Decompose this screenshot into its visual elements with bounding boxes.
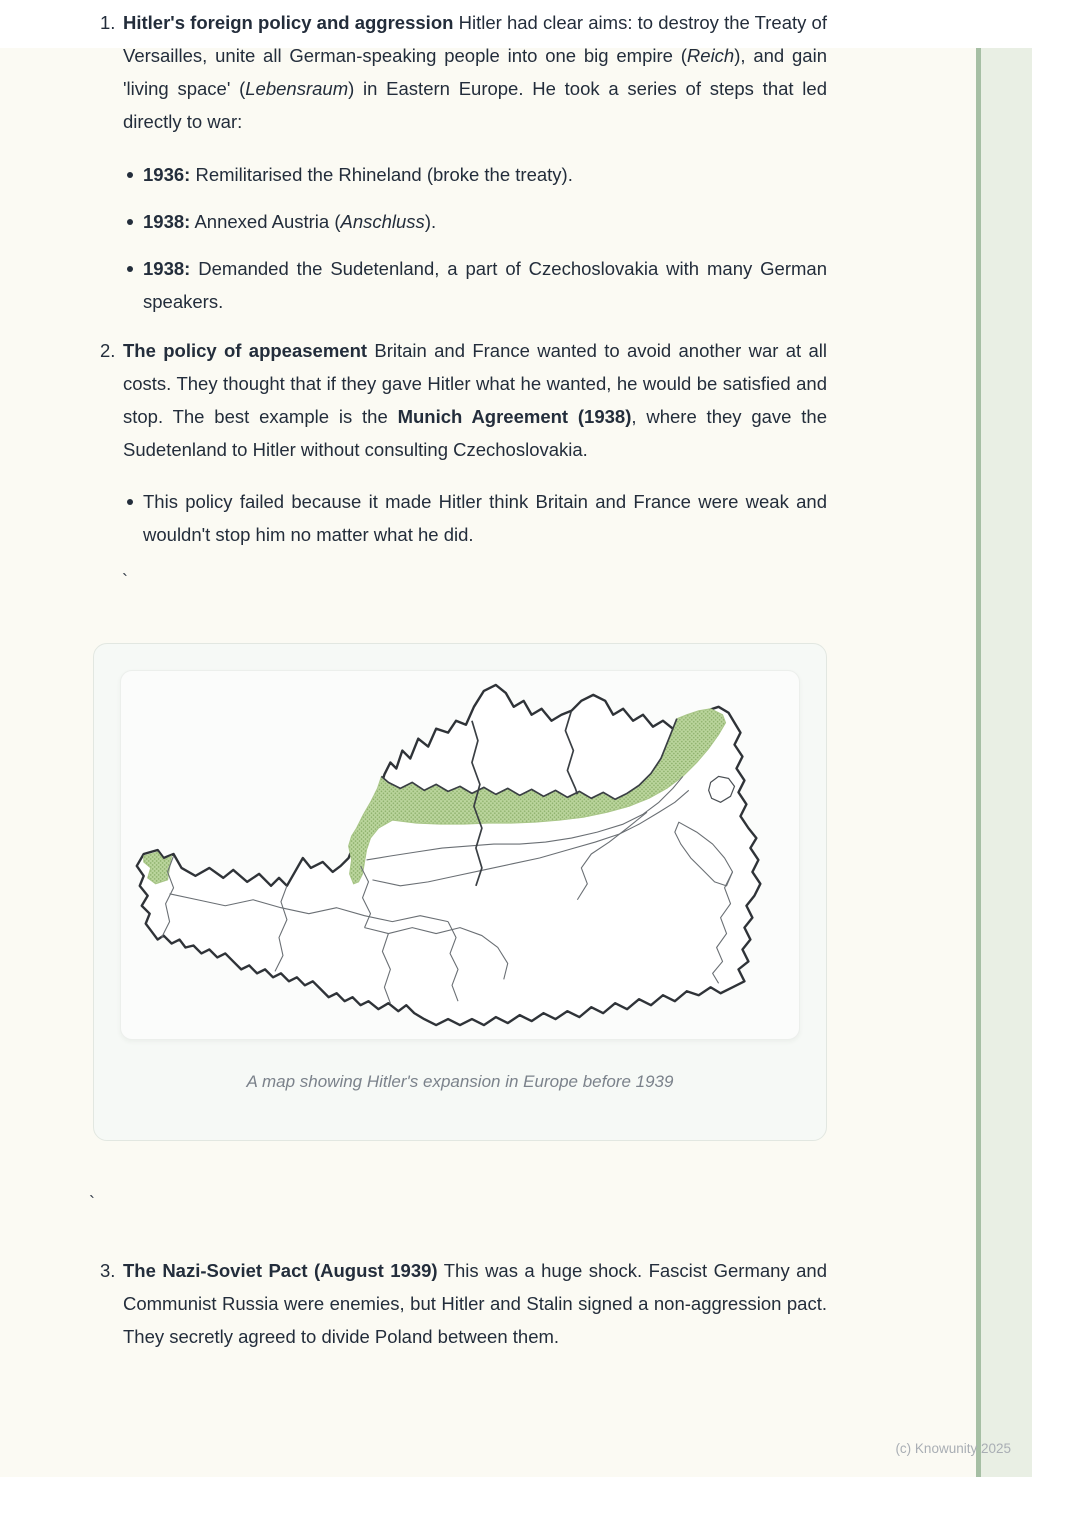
text-segment: Remilitarised the Rhineland (broke the treaty). [190, 164, 573, 185]
text-segment: Anschluss [340, 211, 425, 232]
text-segment: ). [424, 211, 437, 232]
text-segment: Britain and France wanted to avoid another war at all costs. They thought that if they gave Hitler what he wanted, he would be satisfied and stop. The best example is the [123, 340, 827, 427]
austria-map [121, 671, 799, 1039]
text-segment: Lebensraum [245, 78, 349, 99]
list-item [126, 485, 827, 551]
map-image-card [120, 670, 800, 1040]
text-segment: The Nazi-Soviet Pact (August 1939) [123, 1260, 438, 1281]
list-item [126, 252, 827, 318]
list-number: 1. [100, 12, 116, 33]
bullet-text [143, 252, 827, 318]
list-number: 2. [100, 340, 116, 361]
bullet-icon [127, 219, 133, 225]
list-item-2 [100, 334, 827, 466]
right-accent-strip [976, 48, 1032, 1477]
watermark: (c) Knowunity 2025 [895, 1441, 1011, 1456]
bullet-list-2 [100, 485, 827, 551]
list-item-1 [100, 6, 827, 138]
text-segment: ), and gain 'living space' ( [123, 45, 827, 99]
bullet-text [143, 205, 827, 238]
stray-backtick: ` [89, 1193, 95, 1213]
bullet-icon [127, 172, 133, 178]
country-outline [137, 685, 761, 1025]
bullet-text [143, 485, 827, 551]
text-segment: Reich [686, 45, 735, 66]
bullet-text [143, 158, 827, 191]
text-segment: Munich Agreement (1938) [397, 406, 632, 427]
text-segment: This was a huge shock. Fascist Germany and Communist Russia were enemies, but Hitler and Stalin signed a non-aggression pact. They secretly agreed to divide Poland between them. [123, 1260, 827, 1347]
text-segment: , where they gave the Sudetenland to Hitler without consulting Czechoslovakia. [123, 406, 828, 460]
list-item [126, 158, 827, 191]
document-content [89, 6, 828, 1353]
text-segment: This policy failed because it made Hitler think Britain and France were weak and wouldn't stop him no matter what he did. [143, 491, 827, 545]
text-segment: 1938: [143, 258, 191, 279]
text-segment: Hitler had clear aims: to destroy the Treaty of Versailles, unite all German-speaking people into one big empire ( [123, 12, 827, 66]
stray-backtick: ` [122, 571, 128, 591]
text-segment: The policy of appeasement [123, 340, 368, 361]
list-item [126, 205, 827, 238]
paragraph-text [123, 6, 827, 138]
paragraph-text [123, 1254, 827, 1353]
list-item-3 [100, 1254, 827, 1353]
figure-card [93, 643, 827, 1141]
bullet-list-1 [100, 158, 827, 318]
bullet-icon [127, 266, 133, 272]
text-segment: Hitler's foreign policy and aggression [123, 12, 454, 33]
figure-caption: A map showing Hitler's expansion in Europe before 1939 [246, 1072, 674, 1091]
paragraph-text [123, 334, 827, 466]
text-segment: 1936: [143, 164, 191, 185]
text-segment: Demanded the Sudetenland, a part of Czechoslovakia with many German speakers. [143, 258, 827, 312]
bullet-icon [127, 499, 133, 505]
text-segment: 1938: [143, 211, 191, 232]
text-segment: Annexed Austria ( [190, 211, 341, 232]
list-number: 3. [100, 1260, 116, 1281]
text-segment: ) in Eastern Europe. He took a series of steps that led directly to war: [123, 78, 827, 132]
